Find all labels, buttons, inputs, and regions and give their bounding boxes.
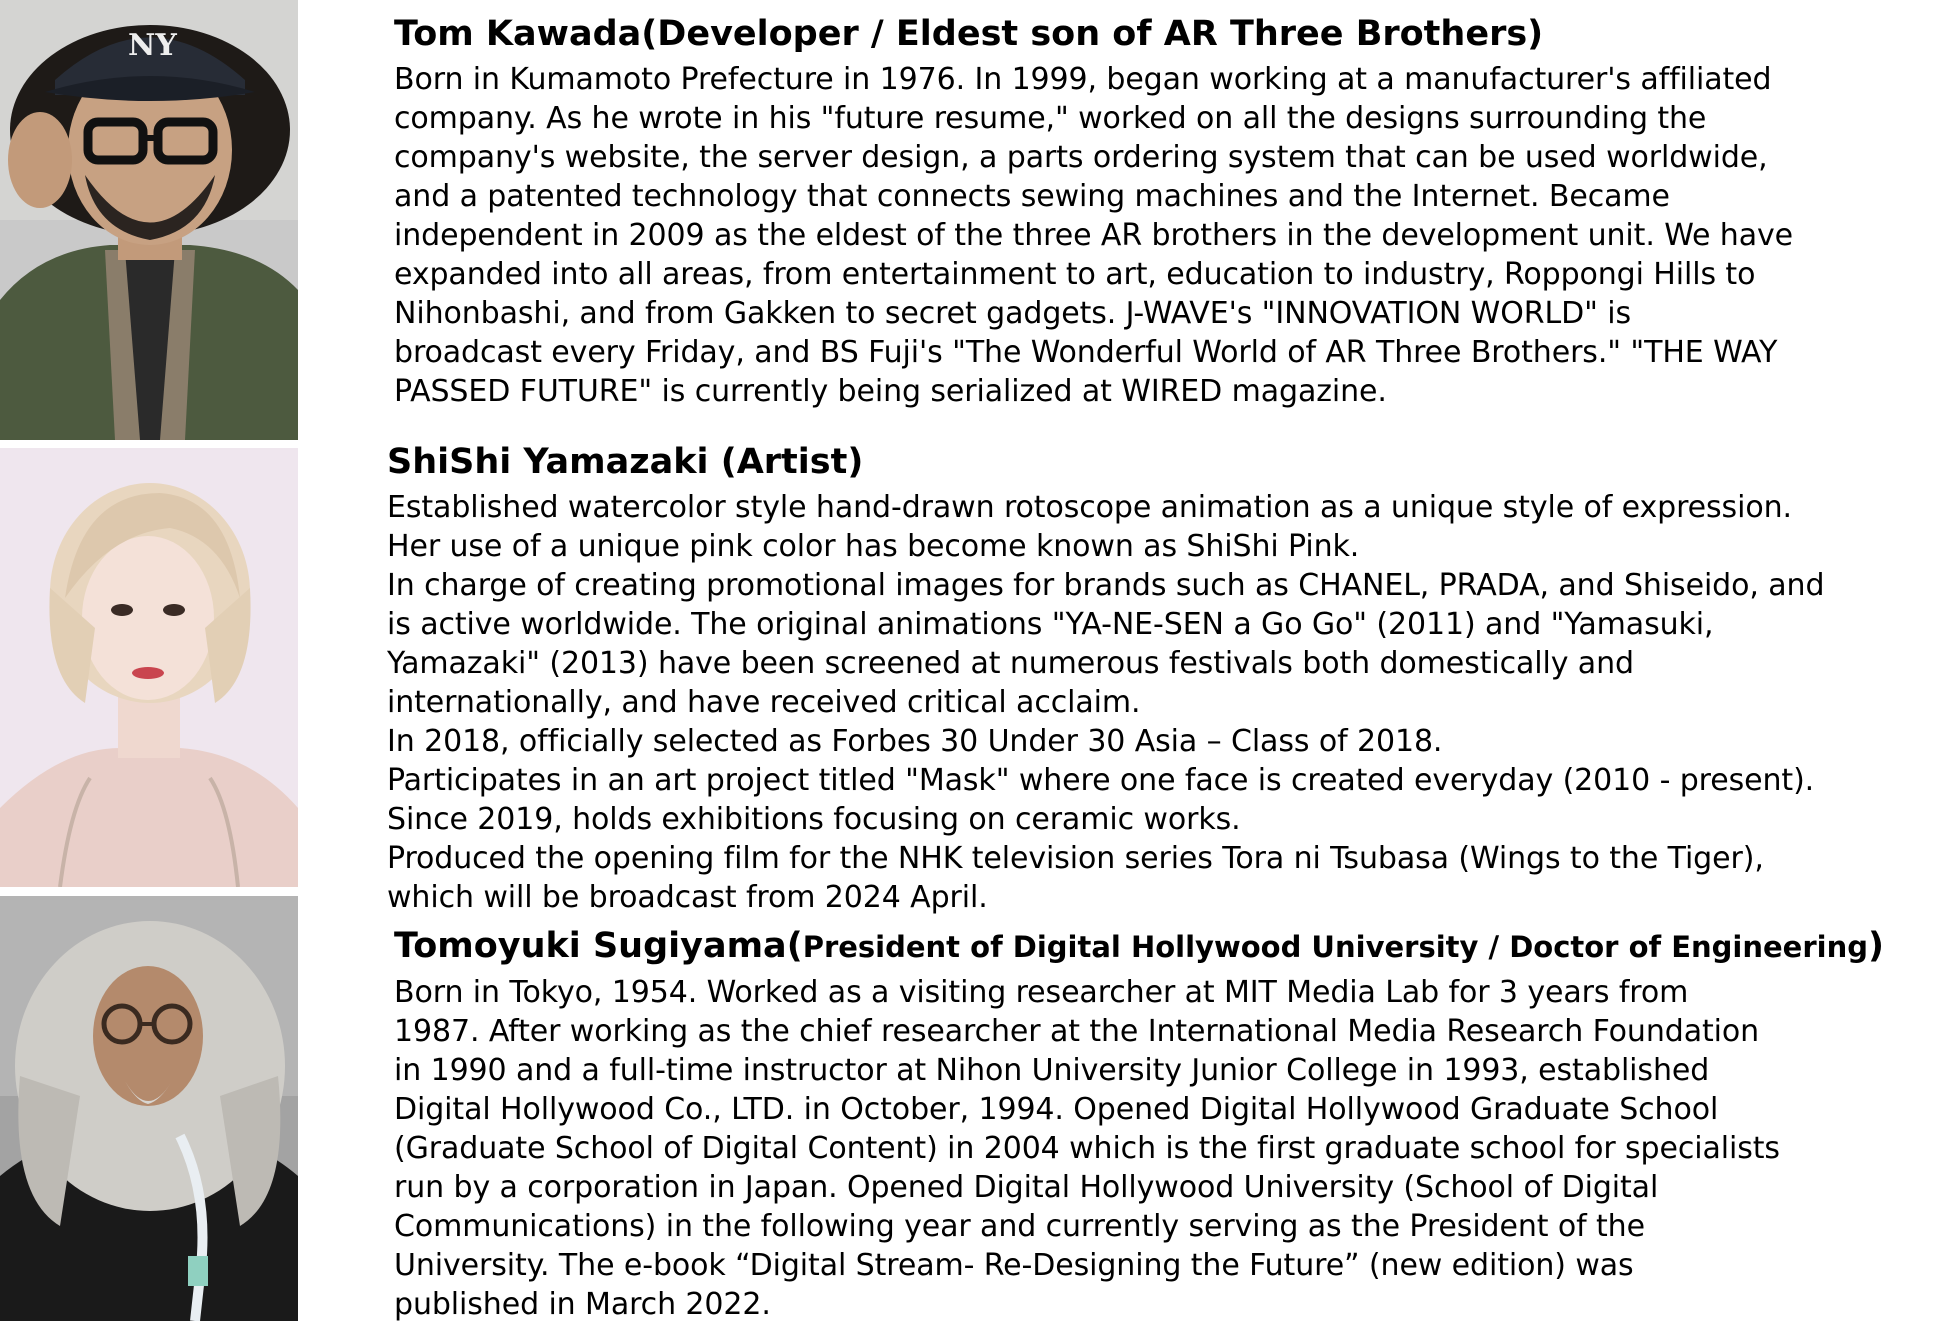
bio-line: Born in Tokyo, 1954. Worked as a visiting researcher at MIT Media Lab for 3 years from bbox=[394, 975, 1689, 1010]
bio-line: expanded into all areas, from entertainment to art, education to industry, Roppongi Hills to bbox=[394, 257, 1756, 292]
bio-line: which will be broadcast from 2024 April. bbox=[387, 880, 988, 915]
bio-line: internationally, and have received critical acclaim. bbox=[387, 685, 1141, 720]
bio-line: 1987. After working as the chief researcher at the International Media Research Foundation bbox=[394, 1014, 1760, 1049]
bio-line: Established watercolor style hand-drawn rotoscope animation as a unique style of expression. bbox=[387, 490, 1792, 525]
bio-line: Since 2019, holds exhibitions focusing on ceramic works. bbox=[387, 802, 1241, 837]
profile-name: Tomoyuki Sugiyama bbox=[394, 926, 787, 966]
profile-role: President of Digital Hollywood University / Doctor of Engineering bbox=[802, 930, 1868, 964]
bio-line: company. As he wrote in his "future resume," worked on all the designs surrounding the bbox=[394, 101, 1707, 136]
profile-role-close: ) bbox=[1867, 926, 1884, 966]
bio-line: and a patented technology that connects sewing machines and the Internet. Became bbox=[394, 179, 1670, 214]
svg-text:NY: NY bbox=[128, 28, 177, 63]
portrait-tomoyuki-sugiyama bbox=[0, 896, 298, 1321]
profile-role: (Artist) bbox=[708, 442, 864, 482]
profile-description bbox=[387, 488, 1942, 917]
profile-name: ShiShi Yamazaki bbox=[387, 442, 709, 482]
bio-tomoyuki-sugiyama bbox=[394, 922, 1934, 1324]
bio-line: Participates in an art project titled "Mask" where one face is created everyday (2010 - present). bbox=[387, 763, 1815, 798]
profile-heading bbox=[394, 922, 1934, 971]
profile-role-open: ( bbox=[786, 926, 803, 966]
bio-line: company's website, the server design, a parts ordering system that can be used worldwide, bbox=[394, 140, 1768, 175]
bio-line: is active worldwide. The original animations "YA-NE-SEN a Go Go" (2011) and "Yamasuki, bbox=[387, 607, 1714, 642]
profile-heading bbox=[394, 10, 1934, 58]
bio-line: University. The e-book “Digital Stream- Re-Designing the Future” (new edition) was bbox=[394, 1248, 1634, 1283]
profile-heading bbox=[387, 438, 1942, 486]
bio-line: run by a corporation in Japan. Opened Digital Hollywood University (School of Digital bbox=[394, 1170, 1659, 1205]
bio-line: In charge of creating promotional images for brands such as CHANEL, PRADA, and Shiseido, and bbox=[387, 568, 1825, 603]
bio-line: (Graduate School of Digital Content) in 2004 which is the first graduate school for specialists bbox=[394, 1131, 1780, 1166]
bio-line: In 2018, officially selected as Forbes 30 Under 30 Asia – Class of 2018. bbox=[387, 724, 1443, 759]
bio-line: Digital Hollywood Co., LTD. in October, 1994. Opened Digital Hollywood Graduate School bbox=[394, 1092, 1719, 1127]
bio-line: Born in Kumamoto Prefecture in 1976. In 1999, began working at a manufacturer's affiliated bbox=[394, 62, 1772, 97]
bio-line: independent in 2009 as the eldest of the three AR brothers in the development unit. We have bbox=[394, 218, 1794, 253]
bio-shishi-yamazaki bbox=[387, 438, 1942, 917]
bio-line: PASSED FUTURE" is currently being serialized at WIRED magazine. bbox=[394, 374, 1387, 409]
bio-line: Nihonbashi, and from Gakken to secret gadgets. J-WAVE's "INNOVATION WORLD" is bbox=[394, 296, 1631, 331]
bio-line: broadcast every Friday, and BS Fuji's "The Wonderful World of AR Three Brothers." "THE WAY bbox=[394, 335, 1778, 370]
profile-name: Tom Kawada bbox=[394, 14, 642, 54]
bio-line: Her use of a unique pink color has become known as ShiShi Pink. bbox=[387, 529, 1360, 564]
profile-description bbox=[394, 973, 1934, 1324]
bio-line: Yamazaki" (2013) have been screened at numerous festivals both domestically and bbox=[387, 646, 1634, 681]
portrait-tom-kawada bbox=[0, 0, 298, 440]
portrait-shishi-yamazaki bbox=[0, 448, 298, 887]
bio-line: Communications) in the following year and currently serving as the President of the bbox=[394, 1209, 1645, 1244]
bio-line: Produced the opening film for the NHK television series Tora ni Tsubasa (Wings to the Tiger), bbox=[387, 841, 1764, 876]
profile-role: (Developer / Eldest son of AR Three Brothers) bbox=[641, 14, 1544, 54]
profile-description bbox=[394, 60, 1934, 411]
bio-line: in 1990 and a full-time instructor at Nihon University Junior College in 1993, established bbox=[394, 1053, 1710, 1088]
bio-line: published in March 2022. bbox=[394, 1287, 771, 1322]
bio-tom-kawada bbox=[394, 10, 1934, 411]
